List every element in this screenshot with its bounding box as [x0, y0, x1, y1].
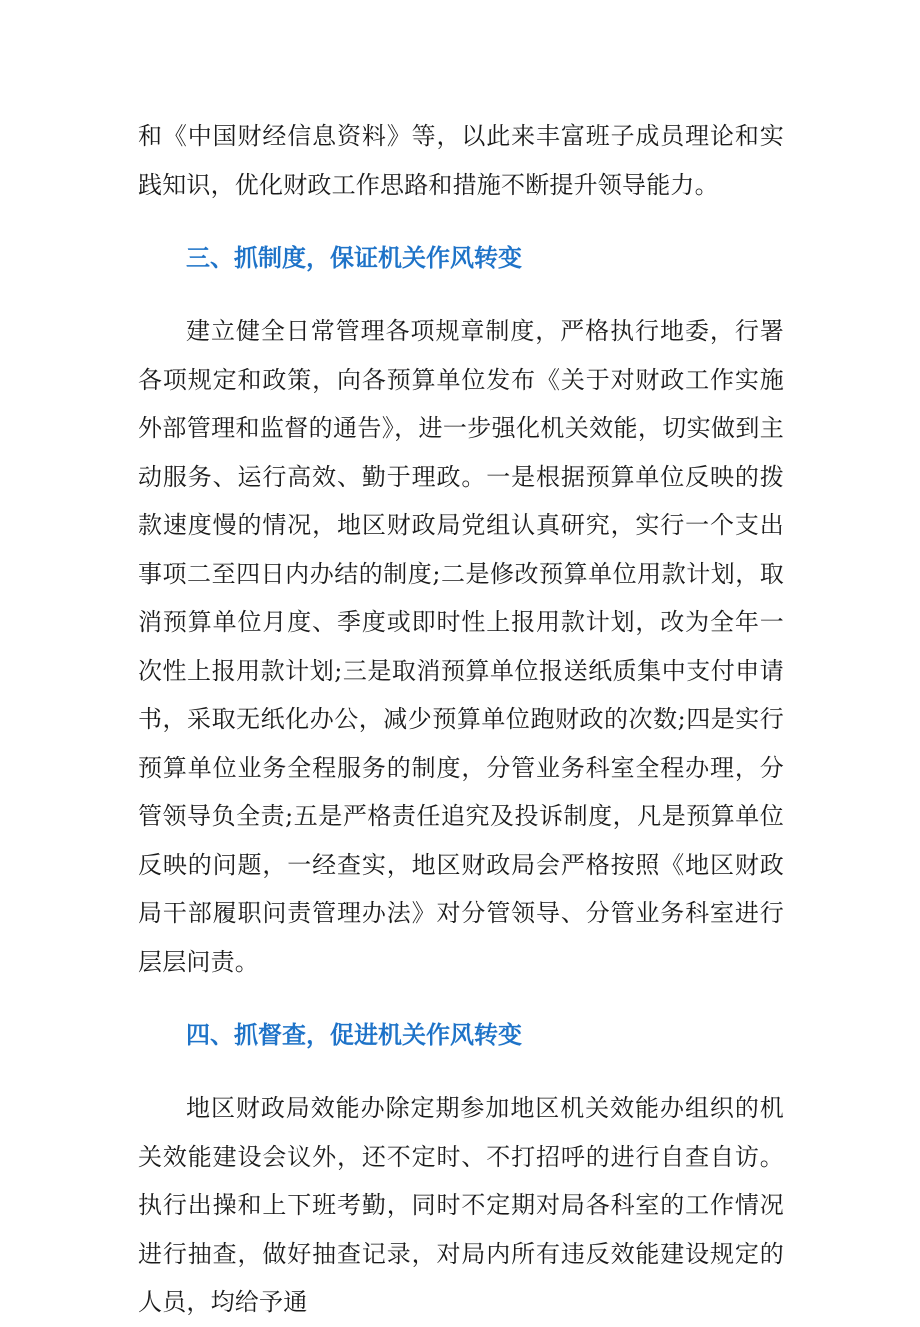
paragraph-supervision: 地区财政局效能办除定期参加地区机关效能办组织的机关效能建设会议外，还不定时、不打招呼的进行自查自访。执行出操和上下班考勤，同时不定期对局各科室的工作情况进行抽查，做好抽查记录，对局内所有违反效能建设规定的人员，均给予通 — [138, 1094, 784, 1316]
paragraph-continuation: 和《中国财经信息资料》等，以此来丰富班子成员理论和实践知识，优化财政工作思路和措施不断提升领导能力。 — [138, 122, 784, 199]
paragraph-institution-rules: 建立健全日常管理各项规章制度，严格执行地委，行署各项规定和政策，向各预算单位发布《关于对财政工作实施外部管理和监督的通告》，进一步强化机关效能，切实做到主动服务、运行高效、勤于理政。一是根据预算单位反映的拨款速度慢的情况，地区财政局党组认真研究，实行一个支出事项二至四日内办结的制度;二是修改预算单位用款计划，取消预算单位月度、季度或即时性上报用款计划，改为全年一次性上报用款计划;三是取消预算单位报送纸质集中支付申请书，采取无纸化办公，减少预算单位跑财政的次数;四是实行预算单位业务全程服务的制度，分管业务科室全程办理，分管领导负全责;五是严格责任追究及投诉制度，凡是预算单位反映的问题，一经查实，地区财政局会严格按照《地区财政局干部履职问责管理办法》对分管领导、分管业务科室进行层层问责。 — [138, 317, 784, 976]
document-page — [138, 112, 784, 1327]
section-heading-4: 四、抓督查，促进机关作风转变 — [186, 1021, 522, 1049]
section-heading-3: 三、抓制度，保证机关作风转变 — [186, 244, 522, 272]
